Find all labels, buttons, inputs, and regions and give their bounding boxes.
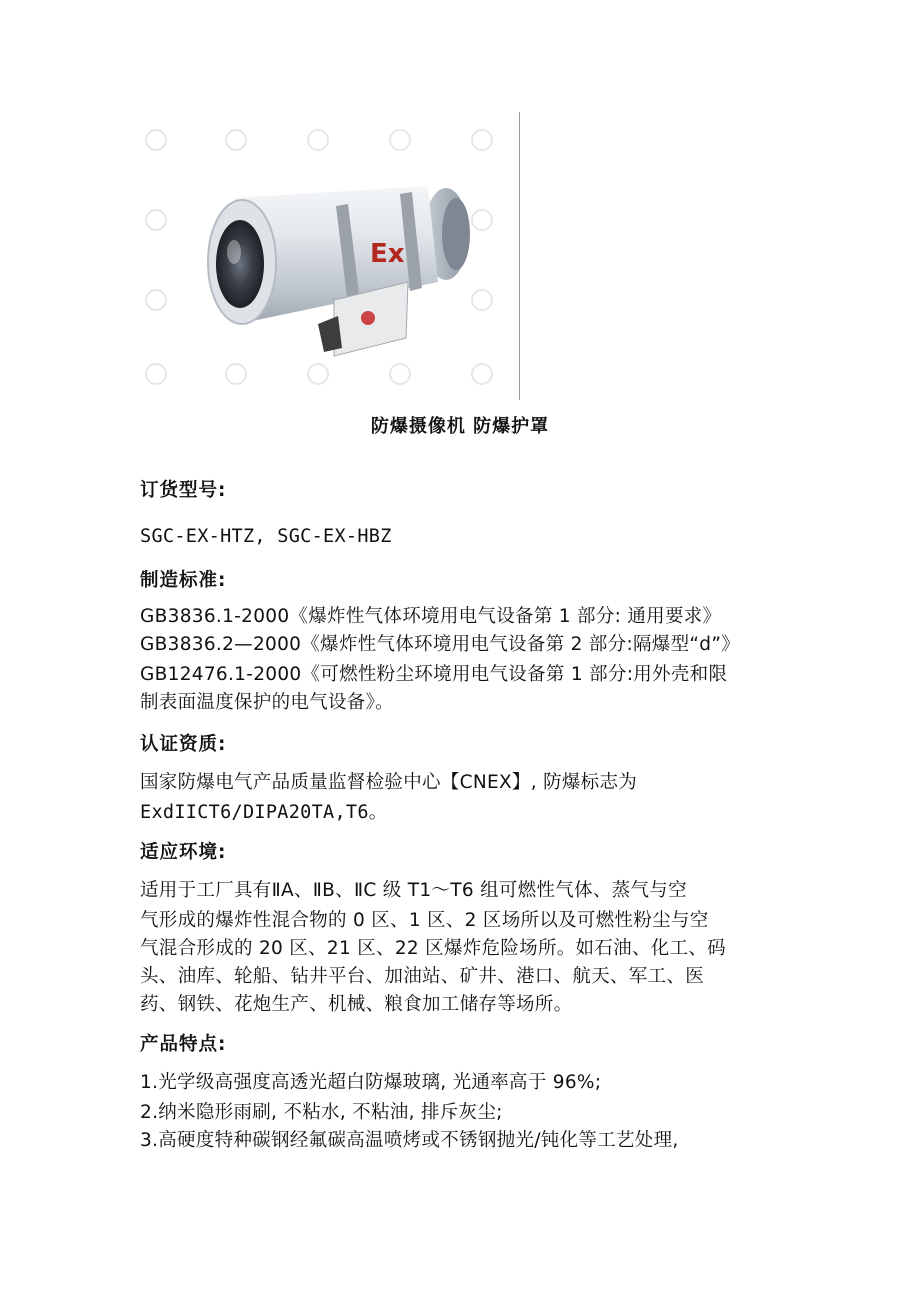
ex-badge: Ex — [370, 239, 405, 269]
environment-heading: 适应环境: — [140, 842, 227, 863]
standards-line: 制表面温度保护的电气设备》。 — [140, 692, 394, 713]
certification-line: ExdIICT6/DIPA20TA,T6。 — [140, 802, 388, 823]
environment-line: 气形成的爆炸性混合物的 0 区、1 区、2 区场所以及可燃性粉尘与空 — [140, 910, 709, 931]
environment-line: 药、钢铁、花炮生产、机械、粮食加工储存等场所。 — [140, 994, 573, 1015]
features-line: 1.光学级高强度高透光超白防爆玻璃, 光通率高于 96%; — [140, 1072, 602, 1093]
certification-heading: 认证资质: — [140, 734, 227, 755]
standards-line: GB3836.2—2000《爆炸性气体环境用电气设备第 2 部分:隔爆型“d”》 — [140, 634, 741, 655]
certification-line: 国家防爆电气产品质量监督检验中心【CNEX】, 防爆标志为 — [140, 772, 638, 793]
figure-divider — [519, 112, 520, 400]
order-model-value: SGC-EX-HTZ, SGC-EX-HBZ — [140, 526, 392, 547]
features-heading: 产品特点: — [140, 1034, 227, 1055]
explosion-proof-camera-illustration — [138, 112, 520, 400]
product-image — [138, 112, 520, 400]
environment-line: 气混合形成的 20 区、21 区、22 区爆炸危险场所。如石油、化工、码 — [140, 938, 726, 959]
order-model-heading: 订货型号: — [140, 480, 227, 501]
standards-line: GB3836.1-2000《爆炸性气体环境用电气设备第 1 部分: 通用要求》 — [140, 606, 722, 627]
environment-line: 适用于工厂具有ⅡA、ⅡB、ⅡC 级 T1～T6 组可燃性气体、蒸气与空 — [140, 880, 687, 901]
environment-line: 头、油库、轮船、钻井平台、加油站、矿井、港口、航天、军工、医 — [140, 966, 705, 987]
standards-line: GB12476.1-2000《可燃性粉尘环境用电气设备第 1 部分:用外壳和限 — [140, 664, 728, 685]
features-line: 3.高硬度特种碳钢经氟碳高温喷烤或不锈钢抛光/钝化等工艺处理, — [140, 1130, 679, 1151]
standards-heading: 制造标准: — [140, 570, 227, 591]
lens-window — [216, 220, 264, 308]
features-line: 2.纳米隐形雨刷, 不粘水, 不粘油, 排斥灰尘; — [140, 1102, 503, 1123]
logo-icon — [361, 311, 375, 325]
figure-caption: 防爆摄像机 防爆护罩 — [370, 416, 550, 437]
